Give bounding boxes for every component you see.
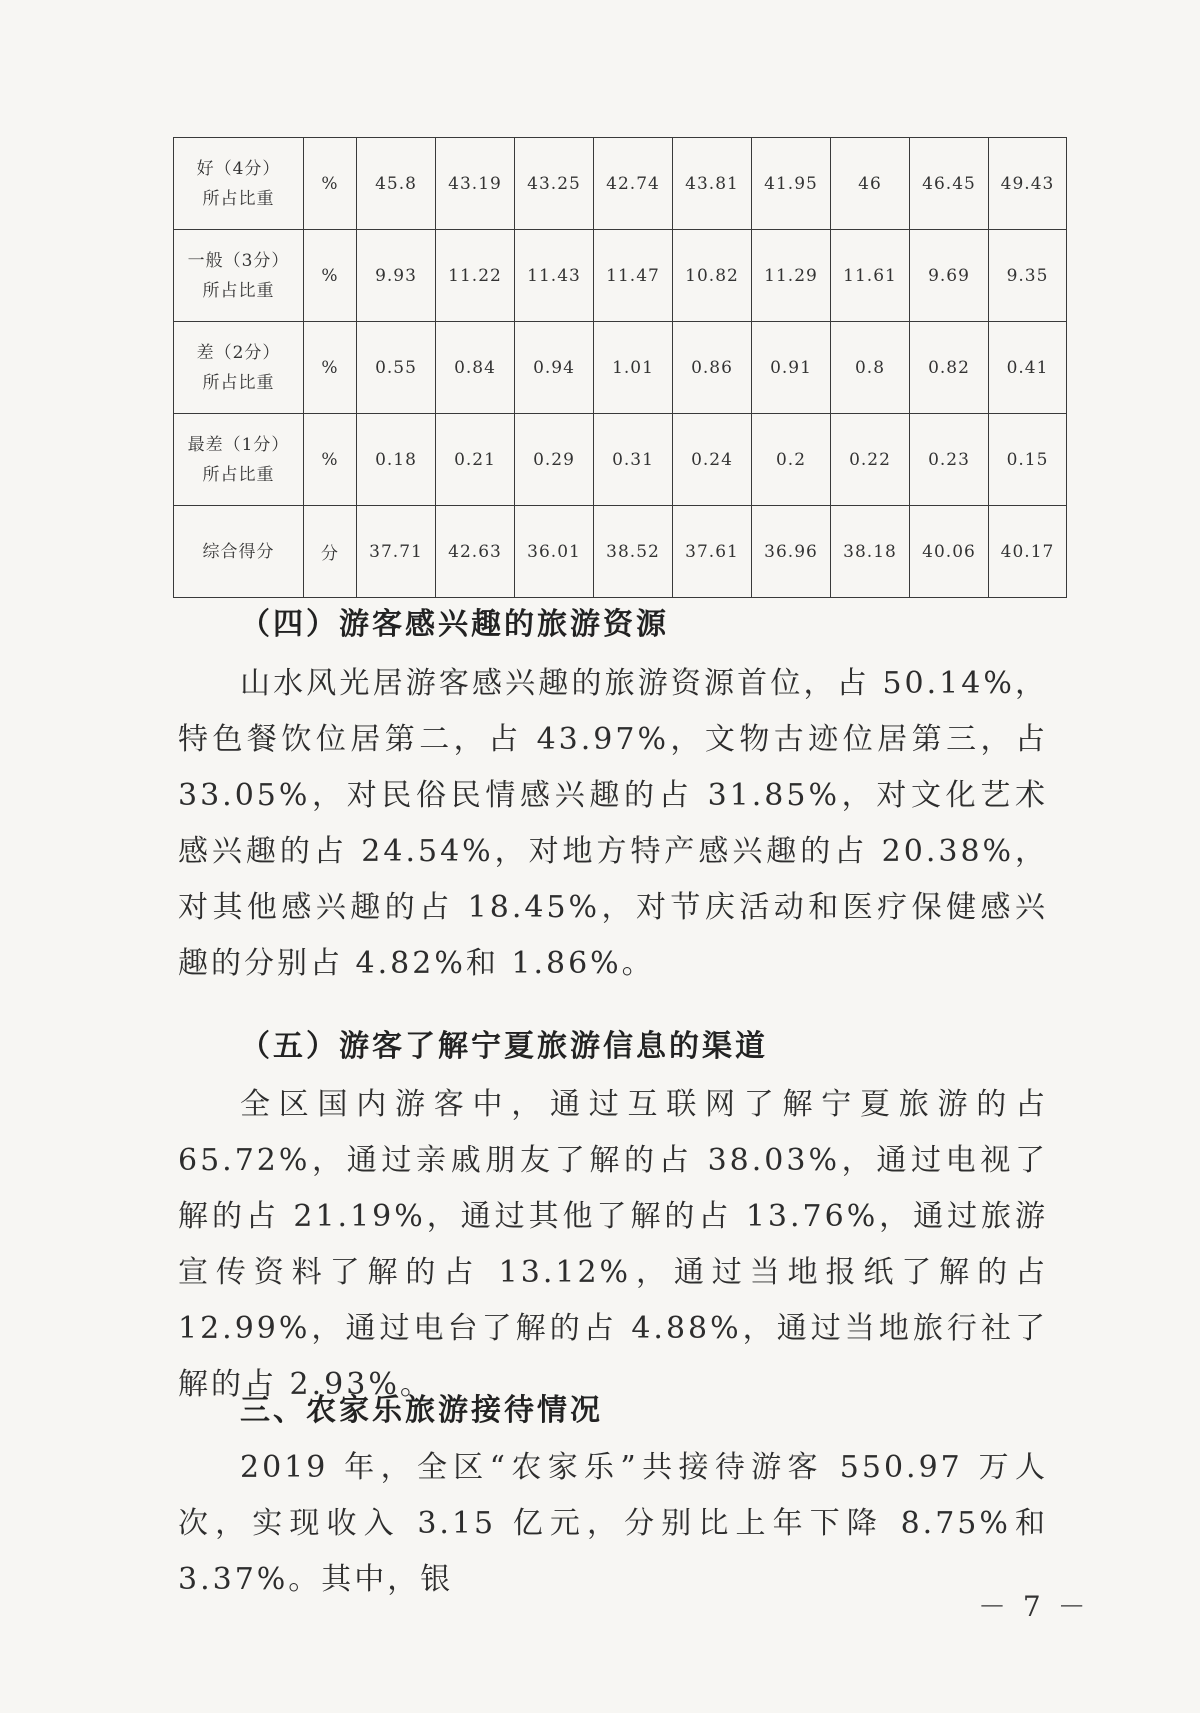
value-cell: 11.61: [831, 230, 910, 322]
value-cell: 0.84: [436, 322, 515, 414]
row-label-line: 所占比重: [202, 188, 275, 209]
value-cell: 11.47: [594, 230, 673, 322]
value-cell: 11.22: [436, 230, 515, 322]
table-body: [174, 138, 1067, 598]
value-cell: 43.25: [515, 138, 594, 230]
value-cell: 0.8: [831, 322, 910, 414]
value-cell: 0.86: [673, 322, 752, 414]
value-cell: 0.24: [673, 414, 752, 506]
unit-cell: %: [304, 138, 357, 230]
section-heading-5: （五）游客了解宁夏旅游信息的渠道: [240, 1029, 768, 1064]
value-cell: 9.69: [910, 230, 989, 322]
satisfaction-table: [173, 137, 1067, 598]
value-cell: 43.19: [436, 138, 515, 230]
row-label: [174, 230, 304, 322]
value-cell: 9.35: [989, 230, 1067, 322]
value-cell: 10.82: [673, 230, 752, 322]
table-row: [174, 230, 1067, 322]
value-cell: 40.17: [989, 506, 1067, 598]
table-row: [174, 414, 1067, 506]
value-cell: 45.8: [357, 138, 436, 230]
page-number: － 7 －: [978, 1590, 1090, 1623]
value-cell: 11.43: [515, 230, 594, 322]
value-cell: 42.74: [594, 138, 673, 230]
unit-cell: %: [304, 414, 357, 506]
section-paragraph-4: 山水风光居游客感兴趣的旅游资源首位，占 50.14%，特色餐饮位居第二，占 43.97%，文物古迹位居第三，占 33.05%，对民俗民情感兴趣的占 31.85%，对文化艺术感兴趣的占 24.54%，对地方特产感兴趣的占 20.38%，对其他感兴趣的占 18.45%，对节庆活动和医疗保健感兴趣的分别占 4.82%和 1.86%。: [178, 666, 1048, 981]
row-label-line: 差（2分）: [196, 342, 281, 363]
value-cell: 0.29: [515, 414, 594, 506]
row-label-line: 所占比重: [202, 280, 275, 301]
row-label-line: 好（4分）: [196, 158, 281, 179]
value-cell: 49.43: [989, 138, 1067, 230]
value-cell: 46.45: [910, 138, 989, 230]
value-cell: 37.71: [357, 506, 436, 598]
value-cell: 0.2: [752, 414, 831, 506]
value-cell: 0.55: [357, 322, 436, 414]
value-cell: 0.31: [594, 414, 673, 506]
value-cell: 38.52: [594, 506, 673, 598]
value-cell: 11.29: [752, 230, 831, 322]
value-cell: 0.22: [831, 414, 910, 506]
section-paragraph-5: 全区国内游客中，通过互联网了解宁夏旅游的占 65.72%，通过亲戚朋友了解的占 38.03%，通过电视了解的占 21.19%，通过其他了解的占 13.76%，通过旅游宣传资料了解的占 13.12%，通过当地报纸了解的占 12.99%，通过电台了解的占 4.88%，通过当地旅行社了解的占 2.93%。: [178, 1087, 1048, 1402]
unit-cell: %: [304, 322, 357, 414]
value-cell: 0.21: [436, 414, 515, 506]
value-cell: 43.81: [673, 138, 752, 230]
section-heading-3: 三、农家乐旅游接待情况: [240, 1393, 603, 1428]
value-cell: 0.41: [989, 322, 1067, 414]
row-label: [174, 138, 304, 230]
row-label-line: 最差（1分）: [187, 434, 290, 455]
value-cell: 41.95: [752, 138, 831, 230]
value-cell: 37.61: [673, 506, 752, 598]
value-cell: 0.15: [989, 414, 1067, 506]
value-cell: 46: [831, 138, 910, 230]
row-label-line: 所占比重: [202, 464, 275, 485]
value-cell: 42.63: [436, 506, 515, 598]
row-label: [174, 414, 304, 506]
row-label-line: 一般（3分）: [187, 250, 290, 271]
unit-cell: 分: [304, 506, 357, 598]
value-cell: 0.94: [515, 322, 594, 414]
unit-cell: %: [304, 230, 357, 322]
value-cell: 0.18: [357, 414, 436, 506]
value-cell: 0.91: [752, 322, 831, 414]
row-label-line: 综合得分: [202, 541, 275, 562]
row-label: [174, 506, 304, 598]
value-cell: 36.96: [752, 506, 831, 598]
value-cell: 40.06: [910, 506, 989, 598]
row-label: [174, 322, 304, 414]
section-heading-4: （四）游客感兴趣的旅游资源: [240, 607, 669, 642]
table-row: [174, 322, 1067, 414]
value-cell: 36.01: [515, 506, 594, 598]
value-cell: 0.23: [910, 414, 989, 506]
value-cell: 1.01: [594, 322, 673, 414]
section-paragraph-3: 2019 年，全区“农家乐”共接待游客 550.97 万人次，实现收入 3.15 亿元，分别比上年下降 8.75%和 3.37%。其中，银: [178, 1450, 1048, 1597]
row-label-line: 所占比重: [202, 372, 275, 393]
table-row: [174, 506, 1067, 598]
value-cell: 9.93: [357, 230, 436, 322]
table-row: [174, 138, 1067, 230]
value-cell: 38.18: [831, 506, 910, 598]
value-cell: 0.82: [910, 322, 989, 414]
